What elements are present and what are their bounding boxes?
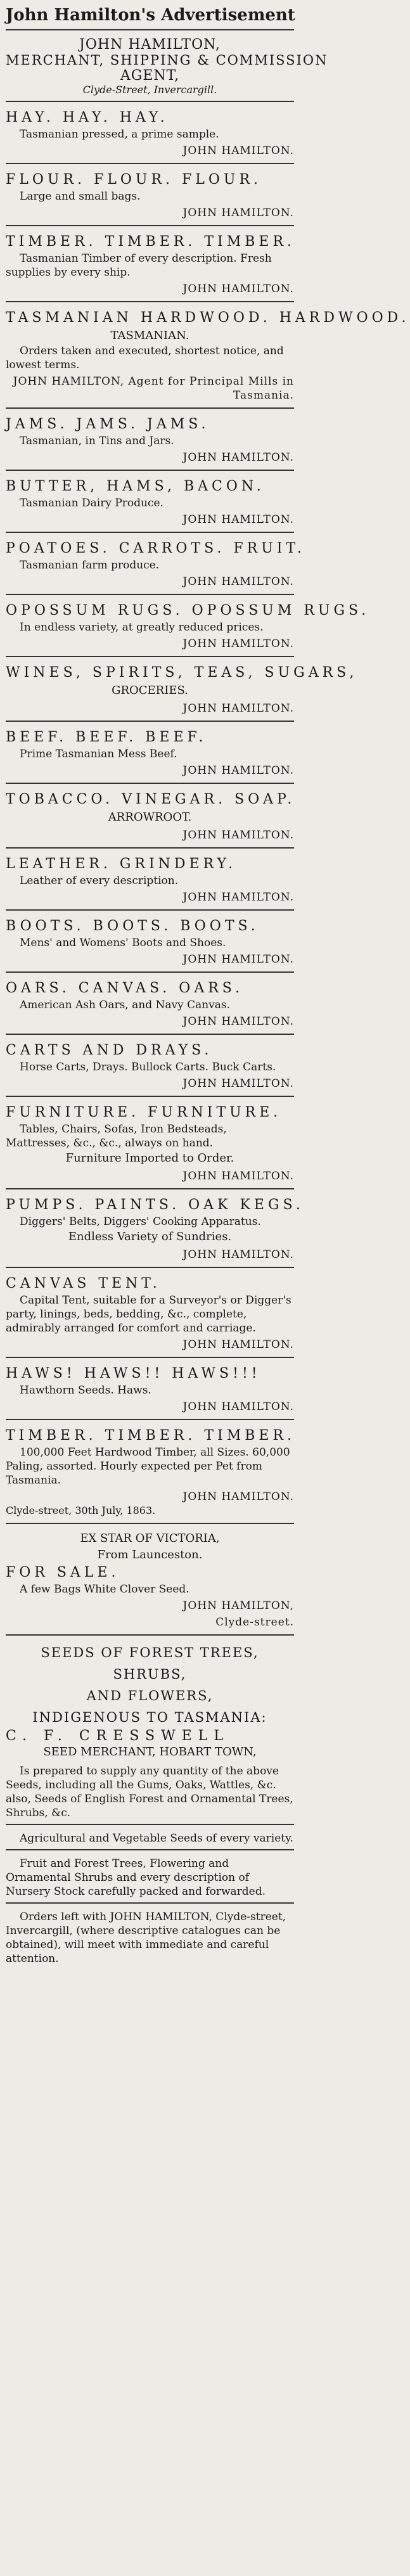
seeds-line2: AND FLOWERS,: [86, 1688, 214, 1703]
ad-title: JAMS. JAMS. JAMS.: [6, 416, 210, 432]
ad-body: Tasmanian Timber of every description. Fresh supplies by every ship.: [6, 252, 272, 279]
divider: [6, 783, 294, 784]
seeds-merchant-name: C. F. CRESSWELL: [6, 1728, 229, 1744]
ad-title-2: TASMANIAN.: [110, 329, 189, 342]
ad-block: [6, 1274, 294, 1352]
ad-block: [6, 1103, 294, 1183]
ad-title: BOOTS. BOOTS. BOOTS.: [6, 918, 259, 934]
ad-signature: JOHN HAMILTON.: [183, 1015, 294, 1028]
ad-title: LEATHER. GRINDERY.: [6, 856, 237, 872]
ad-title: HAWS! HAWS!! HAWS!!!: [6, 1366, 261, 1381]
ad-body: American Ash Oars, and Navy Canvas.: [20, 999, 231, 1011]
ad-signature: JOHN HAMILTON.: [183, 575, 294, 588]
ad-signature: JOHN HAMILTON.: [183, 638, 294, 650]
ad-body: Leather of every description.: [20, 875, 179, 887]
victoria-sig2: Clyde-street.: [215, 1616, 294, 1629]
ad-block: [6, 1364, 294, 1414]
ad-title: BEEF. BEEF. BEEF.: [6, 729, 207, 745]
ad-block: [6, 170, 294, 220]
ad-block: [6, 979, 294, 1028]
ad-signature: JOHN HAMILTON.: [183, 1490, 294, 1503]
ad-block: [6, 233, 294, 296]
ad-body: Tables, Chairs, Sofas, Iron Bedsteads, Mattresses, &c., &c., always on hand.: [6, 1123, 227, 1150]
page-title: John Hamilton's Advertisement: [6, 6, 295, 25]
divider: [6, 470, 294, 471]
ad-date: Clyde-street, 30th July, 1863.: [6, 1504, 156, 1516]
divider: [6, 1267, 294, 1268]
ad-signature: JOHN HAMILTON.: [183, 764, 294, 777]
ad-signature: JOHN HAMILTON.: [183, 891, 294, 904]
ad-signature: JOHN HAMILTON.: [183, 513, 294, 526]
ad-signature: JOHN HAMILTON.: [183, 207, 294, 219]
divider: [6, 721, 294, 722]
ad-body: Tasmanian pressed, a prime sample.: [20, 128, 219, 141]
ad-title: WINES, SPIRITS, TEAS, SUGARS,: [6, 665, 358, 681]
ad-block: [6, 728, 294, 778]
ad-block-victoria: [6, 1530, 294, 1629]
divider: [6, 1188, 294, 1189]
seeds-line1: SEEDS OF FOREST TREES, SHRUBS,: [41, 1645, 259, 1682]
ad-title: FURNITURE. FURNITURE.: [6, 1105, 282, 1120]
merchant-title: MERCHANT, SHIPPING & COMMISSION: [6, 53, 328, 68]
ad-title: OPOSSUM RUGS. OPOSSUM RUGS.: [6, 603, 370, 618]
ad-body: Horse Carts, Drays. Bullock Carts. Buck Carts.: [20, 1061, 276, 1073]
divider: [6, 163, 294, 164]
advertisement-column: [6, 0, 410, 1966]
seeds-sub: SEED MERCHANT, HOBART TOWN,: [43, 1745, 257, 1759]
ad-body: Prime Tasmanian Mess Beef.: [20, 748, 177, 760]
ad-body: Tasmanian, in Tins and Jars.: [20, 435, 174, 447]
ad-signature: JOHN HAMILTON.: [183, 1170, 294, 1182]
divider: [6, 1634, 294, 1636]
divider: [6, 1357, 294, 1358]
divider: [6, 532, 294, 533]
ad-body: Tasmanian Dairy Produce.: [20, 497, 163, 509]
divider: [6, 1902, 294, 1904]
victoria-sig: JOHN HAMILTON,: [183, 1599, 294, 1612]
ad-body: Tasmanian farm produce.: [20, 559, 160, 572]
ad-title: BUTTER, HAMS, BACON.: [6, 478, 265, 494]
ad-title: PUMPS. PAINTS. OAK KEGS.: [6, 1197, 304, 1213]
ad-signature: JOHN HAMILTON.: [183, 953, 294, 966]
divider: [6, 1849, 294, 1850]
seeds-line3: INDIGENOUS TO TASMANIA:: [32, 1710, 267, 1725]
ad-signature: JOHN HAMILTON.: [183, 1077, 294, 1090]
ad-block: [6, 1196, 304, 1262]
ad-title: TIMBER. TIMBER. TIMBER.: [6, 1428, 296, 1444]
divider: [6, 301, 294, 302]
ad-title: POATOES. CARROTS. FRUIT.: [6, 541, 305, 556]
ad-title: TASMANIAN HARDWOOD. HARDWOOD.: [6, 310, 410, 326]
divider: [6, 29, 294, 30]
ad-block-seeds: [6, 1642, 294, 1966]
merchant-address: Clyde-Street, Invercargill.: [82, 84, 217, 96]
ad-block: [6, 1041, 294, 1091]
ad-signature: JOHN HAMILTON.: [183, 1248, 294, 1261]
ad-body: Orders taken and executed, shortest notice, and lowest terms.: [6, 345, 284, 371]
ad-signature: JOHN HAMILTON.: [183, 1400, 294, 1413]
divider: [6, 1034, 294, 1035]
ad-block: [6, 539, 305, 589]
ad-signature: JOHN HAMILTON, Agent for Principal Mills in Tasmania.: [13, 375, 294, 402]
ad-block: [6, 1426, 294, 1518]
merchant-title-2: AGENT,: [120, 68, 180, 84]
ad-extra: Endless Variety of Sundries.: [68, 1230, 232, 1243]
divider: [6, 1523, 294, 1524]
ad-signature: JOHN HAMILTON.: [183, 1338, 294, 1351]
divider: [6, 847, 294, 849]
ad-body: Diggers' Belts, Diggers' Cooking Apparatus.: [20, 1215, 261, 1228]
ad-title: HAY. HAY. HAY.: [6, 110, 169, 125]
divider: [6, 1419, 294, 1420]
ad-body: Mens' and Womens' Boots and Shoes.: [20, 937, 226, 949]
divider: [6, 909, 294, 911]
ad-block: [6, 855, 294, 904]
ad-block: [6, 917, 294, 966]
ad-signature: JOHN HAMILTON.: [183, 283, 294, 295]
divider: [6, 1824, 294, 1825]
ad-block: [6, 477, 294, 527]
ad-title: FLOUR. FLOUR. FLOUR.: [6, 172, 262, 188]
ad-block: [6, 415, 294, 465]
ad-block: [6, 309, 410, 402]
ad-block: [6, 108, 294, 158]
victoria-body: A few Bags White Clover Seed.: [20, 1583, 189, 1596]
ad-body: In endless variety, at greatly reduced prices.: [20, 621, 264, 634]
divider: [6, 407, 294, 409]
merchant-name: JOHN HAMILTON,: [79, 37, 221, 53]
ad-block: [6, 663, 358, 715]
ad-body: 100,000 Feet Hardwood Timber, all Sizes. 60,000 Paling, assorted. Hourly expected per Pet from Tasmania.: [6, 1446, 290, 1487]
ad-body: Large and small bags.: [20, 190, 141, 203]
seeds-para2: Agricultural and Vegetable Seeds of every variety.: [20, 1832, 293, 1845]
seeds-para4: Orders left with JOHN HAMILTON, Clyde-street, Invercargill, (where descriptive catalogues can be obtained), will meet with immediate and careful attention.: [6, 1911, 286, 1965]
seeds-para3: Fruit and Forest Trees, Flowering and Ornamental Shrubs and every description of Nursery Stock carefully packed and forwarded.: [6, 1857, 266, 1898]
ad-signature: JOHN HAMILTON.: [183, 144, 294, 157]
ad-signature: JOHN HAMILTON.: [183, 829, 294, 842]
divider: [6, 594, 294, 595]
victoria-title: FOR SALE.: [6, 1565, 120, 1580]
ad-block: [6, 601, 370, 651]
ad-signature: JOHN HAMILTON.: [183, 451, 294, 464]
ad-title-2: ARROWROOT.: [108, 811, 192, 824]
ad-body: Hawthorn Seeds. Haws.: [20, 1384, 151, 1397]
ad-block: [6, 790, 294, 842]
divider: [6, 656, 294, 657]
victoria-line1: EX STAR OF VICTORIA,: [80, 1532, 220, 1545]
divider: [6, 101, 294, 102]
victoria-line2: From Launceston.: [97, 1548, 203, 1561]
ad-list: [6, 108, 410, 1524]
divider: [6, 971, 294, 973]
ad-signature: JOHN HAMILTON.: [183, 702, 294, 715]
divider: [6, 225, 294, 226]
ad-block-merchant: [6, 37, 328, 96]
ad-title: CANVAS TENT.: [6, 1276, 161, 1291]
ad-title-2: GROCERIES.: [112, 684, 188, 697]
ad-title: TOBACCO. VINEGAR. SOAP.: [6, 791, 296, 807]
ad-title: OARS. CANVAS. OARS.: [6, 980, 244, 996]
divider: [6, 1096, 294, 1097]
ad-body: Capital Tent, suitable for a Surveyor's or Digger's party, linings, beds, bedding, &c., complete, admirably arranged for comfort and carriage.: [6, 1294, 291, 1335]
seeds-para1: Is prepared to supply any quantity of the above Seeds, including all the Gums, Oaks, Wattles, &c. also, Seeds of English Forest and Ornamental Trees, Shrubs, &c.: [6, 1765, 293, 1819]
ad-extra: Furniture Imported to Order.: [65, 1151, 234, 1165]
ad-title: TIMBER. TIMBER. TIMBER.: [6, 234, 296, 250]
ad-title: CARTS AND DRAYS.: [6, 1042, 213, 1058]
